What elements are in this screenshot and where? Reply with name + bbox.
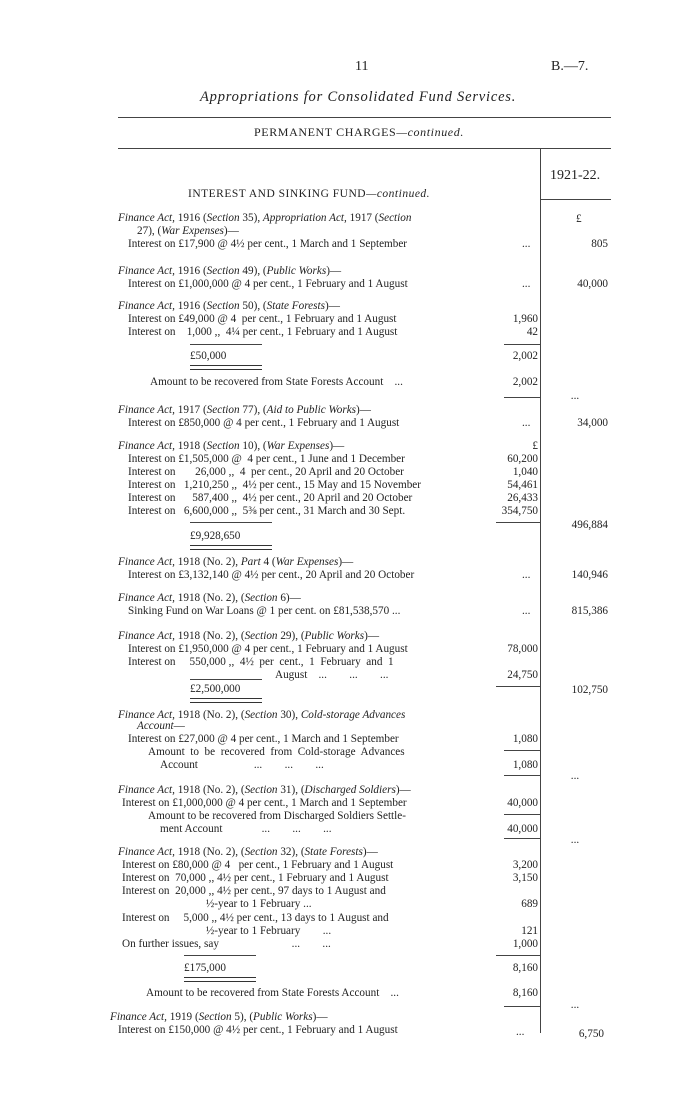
entry-10-total: ... xyxy=(570,834,580,846)
act-year: 1918 (No. 2), ( xyxy=(174,709,245,721)
entry-6-total: 140,946 xyxy=(571,569,608,581)
part-number: 4 ( xyxy=(260,556,276,568)
entry-11-amount-rule xyxy=(496,955,540,956)
entry-11-row-amount: 3,200 xyxy=(512,859,538,871)
purpose: Discharged Soldiers xyxy=(304,784,396,796)
act-year: 1918 (No. 2), ( xyxy=(174,630,245,642)
act-name: Finance Act, xyxy=(110,1011,167,1023)
entry-4-interest-line: Interest on £850,000 @ 4 per cent., 1 February and 1 August xyxy=(128,417,400,429)
act-year: 1919 ( xyxy=(166,1011,199,1023)
act-name: Finance Act, xyxy=(118,592,175,604)
entry-10-amount-rule xyxy=(504,814,540,815)
header-rule-top xyxy=(118,117,611,118)
act-name: Finance Act, xyxy=(118,212,175,224)
section-label: Section xyxy=(206,265,240,277)
entry-1-line-2 xyxy=(137,225,239,238)
section-number: 30), xyxy=(277,709,301,721)
dash: )— xyxy=(338,556,354,568)
act-name: Finance Act, xyxy=(118,630,175,642)
entry-3-sum-rule xyxy=(190,344,262,345)
entry-finance-act-1918-s10 xyxy=(118,440,344,453)
entry-3-recover-line: Amount to be recovered from State Forests Account ... xyxy=(150,376,403,388)
entry-4-dots: ... xyxy=(522,417,531,429)
entry-7-dots: ... xyxy=(522,605,531,617)
section-number: 32), ( xyxy=(277,846,305,858)
act-year: 1918 (No. 2), ( xyxy=(174,592,245,604)
act-name: Finance Act, xyxy=(118,709,175,721)
entry-10-row-1-amount: 40,000 xyxy=(507,797,538,809)
document-reference: B.—7. xyxy=(551,59,589,74)
purpose: Public Works xyxy=(266,265,327,277)
entry-11-row: On further issues, say ... ... xyxy=(122,938,331,950)
entry-5-sum-rule xyxy=(190,522,272,523)
section-number: 29), ( xyxy=(277,630,305,642)
entry-3-sum-amount: 2,002 xyxy=(512,350,538,362)
dash: )— xyxy=(364,630,380,642)
act-name: Finance Act, xyxy=(118,404,175,416)
act-year: 1916 ( xyxy=(174,265,207,277)
section-number: 5), ( xyxy=(231,1011,254,1023)
act-year: 1918 ( xyxy=(174,440,207,452)
act-name: Finance Act, xyxy=(118,556,175,568)
entry-11-row-amount: 689 xyxy=(521,898,538,910)
entry-11-row: ½-year to 1 February ... xyxy=(122,898,312,910)
act-name: Finance Act, xyxy=(118,440,175,452)
entry-5-double-rule xyxy=(190,545,272,550)
entry-2-dots: ... xyxy=(522,278,531,290)
entry-3-amount-rule xyxy=(504,344,540,345)
purpose-cont: Account xyxy=(137,720,174,732)
entry-5-sum: £9,928,650 xyxy=(190,530,241,542)
section-title xyxy=(188,188,430,201)
act-year-2: 1917 ( xyxy=(346,212,379,224)
section-label-2: Section xyxy=(378,212,412,224)
section-number: 10), ( xyxy=(239,440,267,452)
section-label: Section xyxy=(244,846,278,858)
entry-9-row-1: Interest on £27,000 @ 4 per cent., 1 March and 1 September xyxy=(128,733,399,745)
dash: )— xyxy=(223,225,239,237)
entry-11-row: ½-year to 1 February ... xyxy=(122,925,332,937)
entry-3-row-1: Interest on £49,000 @ 4 per cent., 1 February and 1 August xyxy=(128,313,397,325)
entry-11-recover-amount: 8,160 xyxy=(512,987,538,999)
entry-8-row-1-amount: 78,000 xyxy=(507,643,538,655)
part-label: Part xyxy=(240,556,261,568)
entry-6-dots: ... xyxy=(522,569,531,581)
currency-header: £ xyxy=(576,213,582,225)
act-year: 1917 ( xyxy=(174,404,207,416)
entry-8-amount-rule xyxy=(496,686,540,687)
entry-11-sum-rule xyxy=(184,955,256,956)
entry-11-row: Interest on 5,000 ,, 4½ per cent., 13 days to 1 August and xyxy=(122,912,389,924)
act-name: Finance Act, xyxy=(118,300,175,312)
dash: )— xyxy=(324,300,340,312)
entry-11-sum-amount: 8,160 xyxy=(512,962,538,974)
dash: — xyxy=(173,720,185,732)
section-label: Section xyxy=(206,404,240,416)
entry-12-dots: ... xyxy=(516,1026,525,1038)
entry-3-row-2-amount: 42 xyxy=(526,326,538,338)
act-name: Finance Act, xyxy=(118,265,175,277)
entry-9-bottom-rule xyxy=(504,775,540,776)
entry-8-row-2-amount: 24,750 xyxy=(507,669,538,681)
act-year: 1918 (No. 2), ( xyxy=(174,784,245,796)
act-year: 1918 (No. 2), ( xyxy=(174,846,245,858)
purpose: War Expenses xyxy=(266,440,330,452)
entry-1-total: 805 xyxy=(591,238,608,250)
section-number: 31), ( xyxy=(277,784,305,796)
act-year: 1918 (No. 2), xyxy=(174,556,241,568)
entry-8-sum: £2,500,000 xyxy=(190,683,241,695)
act-name-2: Appropriation Act, xyxy=(262,212,347,224)
entry-10-recover-line-2: ment Account ... ... ... xyxy=(160,823,332,835)
entry-8-row-2-cont: August ... ... ... xyxy=(275,669,389,681)
column-divider xyxy=(540,148,541,1033)
entry-11-row: Interest on 70,000 ,, 4½ per cent., 1 February and 1 August xyxy=(122,872,389,884)
act-year: 1916 ( xyxy=(174,300,207,312)
dash: )— xyxy=(326,265,342,277)
section-label: Section xyxy=(244,709,278,721)
section-label: Section xyxy=(244,784,278,796)
entry-12-total: 6,750 xyxy=(578,1028,604,1040)
act-name: Finance Act, xyxy=(118,846,175,858)
entry-5-unit: £ xyxy=(532,440,538,452)
section-number: 49), ( xyxy=(239,265,267,277)
purpose: Public Works xyxy=(253,1011,313,1023)
entry-3-double-rule xyxy=(190,365,262,370)
section-label: Section xyxy=(206,212,240,224)
entry-1-dots: ... xyxy=(522,238,531,250)
dash: )— xyxy=(362,846,378,858)
entry-11-recover-line: Amount to be recovered from State Forests Account ... xyxy=(146,987,399,999)
entry-9-recover-line-2: Account ... ... ... xyxy=(160,759,324,771)
entry-9-recover-line-1: Amount to be recovered from Cold-storage Advances xyxy=(148,746,405,758)
entry-9-recover-amount: 1,080 xyxy=(512,759,538,771)
section-title-main: INTEREST AND SINKING FUND xyxy=(188,188,367,200)
entry-3-row-2: Interest on 1,000 ,, 4¼ per cent., 1 February and 1 August xyxy=(128,326,398,338)
purpose: Public Works xyxy=(304,630,365,642)
page-title: Appropriations for Consolidated Fund Services. xyxy=(200,89,517,105)
entry-5-row-amount: 26,433 xyxy=(507,492,538,504)
entry-11-total: ... xyxy=(570,999,580,1011)
section-number: 50), ( xyxy=(239,300,267,312)
section-title-continued: —continued. xyxy=(366,188,431,200)
year-column-header: 1921-22. xyxy=(550,168,601,183)
entry-finance-act-1916-s50 xyxy=(118,300,340,313)
entry-12-interest-line: Interest on £150,000 @ 4½ per cent., 1 February and 1 August xyxy=(118,1024,398,1036)
entry-finance-act-1917-s77 xyxy=(118,404,371,417)
entry-5-row: Interest on 1,210,250 ,, 4½ per cent., 15 May and 15 November xyxy=(128,479,421,491)
entry-finance-act-1918-no2-s6 xyxy=(118,592,301,605)
purpose: State Forests xyxy=(266,300,325,312)
dash: )— xyxy=(329,440,345,452)
purpose: War Expenses xyxy=(161,225,224,237)
entry-3-sum: £50,000 xyxy=(190,350,227,362)
entry-5-row-amount: 1,040 xyxy=(512,466,538,478)
entry-1-interest-line: Interest on £17,900 @ 4½ per cent., 1 March and 1 September xyxy=(128,238,408,250)
entry-finance-act-1918-no2-s32 xyxy=(118,846,378,859)
entry-9-total: ... xyxy=(570,770,580,782)
entry-10-row-1: Interest on £1,000,000 @ 4 per cent., 1 March and 1 September xyxy=(122,797,407,809)
entry-8-row-2: Interest on 550,000 ,, 4½ per cent., 1 February and 1 xyxy=(128,656,394,668)
dash: )— xyxy=(356,404,371,416)
entry-3-bottom-rule xyxy=(504,397,540,398)
entry-7-sinking-fund-line: Sinking Fund on War Loans @ 1 per cent. on £81,538,570 ... xyxy=(128,605,401,617)
entry-3-recover-amount: 2,002 xyxy=(512,376,538,388)
entry-11-sum: £175,000 xyxy=(184,962,226,974)
section-number: 77), ( xyxy=(239,404,267,416)
section-label: Section xyxy=(244,592,278,604)
entry-10-recover-amount: 40,000 xyxy=(507,823,538,835)
purpose: Cold-storage Advances xyxy=(300,709,406,721)
page-number: 11 xyxy=(355,59,369,74)
entry-5-row: Interest on 587,400 ,, 4½ per cent., 20 April and 20 October xyxy=(128,492,413,504)
entry-5-amount-rule xyxy=(496,522,540,523)
purpose: State Forests xyxy=(304,846,363,858)
entry-9-line-2 xyxy=(137,720,185,733)
entry-2-interest-line: Interest on £1,000,000 @ 4 per cent., 1 February and 1 August xyxy=(128,278,408,290)
entry-2-total: 40,000 xyxy=(577,278,608,290)
entry-8-total: 102,750 xyxy=(571,684,608,696)
entry-11-row-amount: 1,000 xyxy=(512,938,538,950)
entry-3-total: ... xyxy=(570,390,580,402)
entry-11-row-amount: 3,150 xyxy=(512,872,538,884)
section-label: Section xyxy=(206,440,240,452)
entry-5-row-amount: 54,461 xyxy=(507,479,538,491)
entry-6-interest-line: Interest on £3,132,140 @ 4½ per cent., 20 April and 20 October xyxy=(128,569,415,581)
entry-10-recover-line-1: Amount to be recovered from Discharged Soldiers Settle- xyxy=(148,810,406,822)
entry-5-row: Interest on 6,600,000 ,, 5⅜ per cent., 31 March and 30 Sept. xyxy=(128,505,406,517)
entry-11-row: Interest on 20,000 ,, 4½ per cent., 97 days to 1 August and xyxy=(122,885,386,897)
section-number-2: 27), ( xyxy=(137,225,162,237)
entry-11-row: Interest on £80,000 @ 4 per cent., 1 February and 1 August xyxy=(122,859,394,871)
act-name: Finance Act, xyxy=(118,784,175,796)
section-subtitle xyxy=(254,126,464,139)
purpose: Aid to Public Works xyxy=(266,404,357,416)
entry-finance-act-1918-no2-s31 xyxy=(118,784,411,797)
entry-10-bottom-rule xyxy=(504,838,540,839)
entry-5-row: Interest on 26,000 ,, 4 per cent., 20 April and 20 October xyxy=(128,466,404,478)
entry-11-row-amount: 121 xyxy=(521,925,538,937)
entry-8-double-rule xyxy=(190,698,262,703)
section-label: Section xyxy=(206,300,240,312)
entry-finance-act-1918-no2-part4 xyxy=(118,556,353,569)
entry-11-double-rule xyxy=(184,977,256,982)
entry-finance-act-1918-no2-s29 xyxy=(118,630,379,643)
dash: )— xyxy=(395,784,411,796)
entry-7-total: 815,386 xyxy=(571,605,608,617)
entry-11-bottom-rule xyxy=(504,1006,540,1007)
year-header-rule xyxy=(540,199,611,200)
section-label: Section xyxy=(244,630,278,642)
entry-finance-act-1919-s5 xyxy=(110,1011,328,1024)
entry-3-row-1-amount: 1,960 xyxy=(512,313,538,325)
entry-8-row-1: Interest on £1,950,000 @ 4 per cent., 1 February and 1 August xyxy=(128,643,408,655)
header-rule-bottom xyxy=(118,148,611,149)
section-number: 35), xyxy=(239,212,263,224)
entry-5-total: 496,884 xyxy=(571,519,608,531)
section-label: Section xyxy=(198,1011,232,1023)
entry-finance-act-1916-s49 xyxy=(118,265,341,278)
entry-5-row-amount: 60,200 xyxy=(507,453,538,465)
entry-9-row-1-amount: 1,080 xyxy=(512,733,538,745)
entry-finance-act-1916-s35 xyxy=(118,212,411,225)
entry-4-total: 34,000 xyxy=(577,417,608,429)
entry-8-sum-rule xyxy=(190,679,262,680)
section-number: 6)— xyxy=(277,592,301,604)
act-year: 1916 ( xyxy=(174,212,207,224)
entry-5-row: Interest on £1,505,000 @ 4 per cent., 1 June and 1 December xyxy=(128,453,405,465)
purpose: War Expenses xyxy=(275,556,339,568)
entry-5-row-amount: 354,750 xyxy=(501,505,538,517)
entry-9-amount-rule xyxy=(504,750,540,751)
subtitle-main: PERMANENT CHARGES xyxy=(254,125,397,139)
subtitle-continued: —continued. xyxy=(396,125,464,139)
dash: )— xyxy=(312,1011,328,1023)
